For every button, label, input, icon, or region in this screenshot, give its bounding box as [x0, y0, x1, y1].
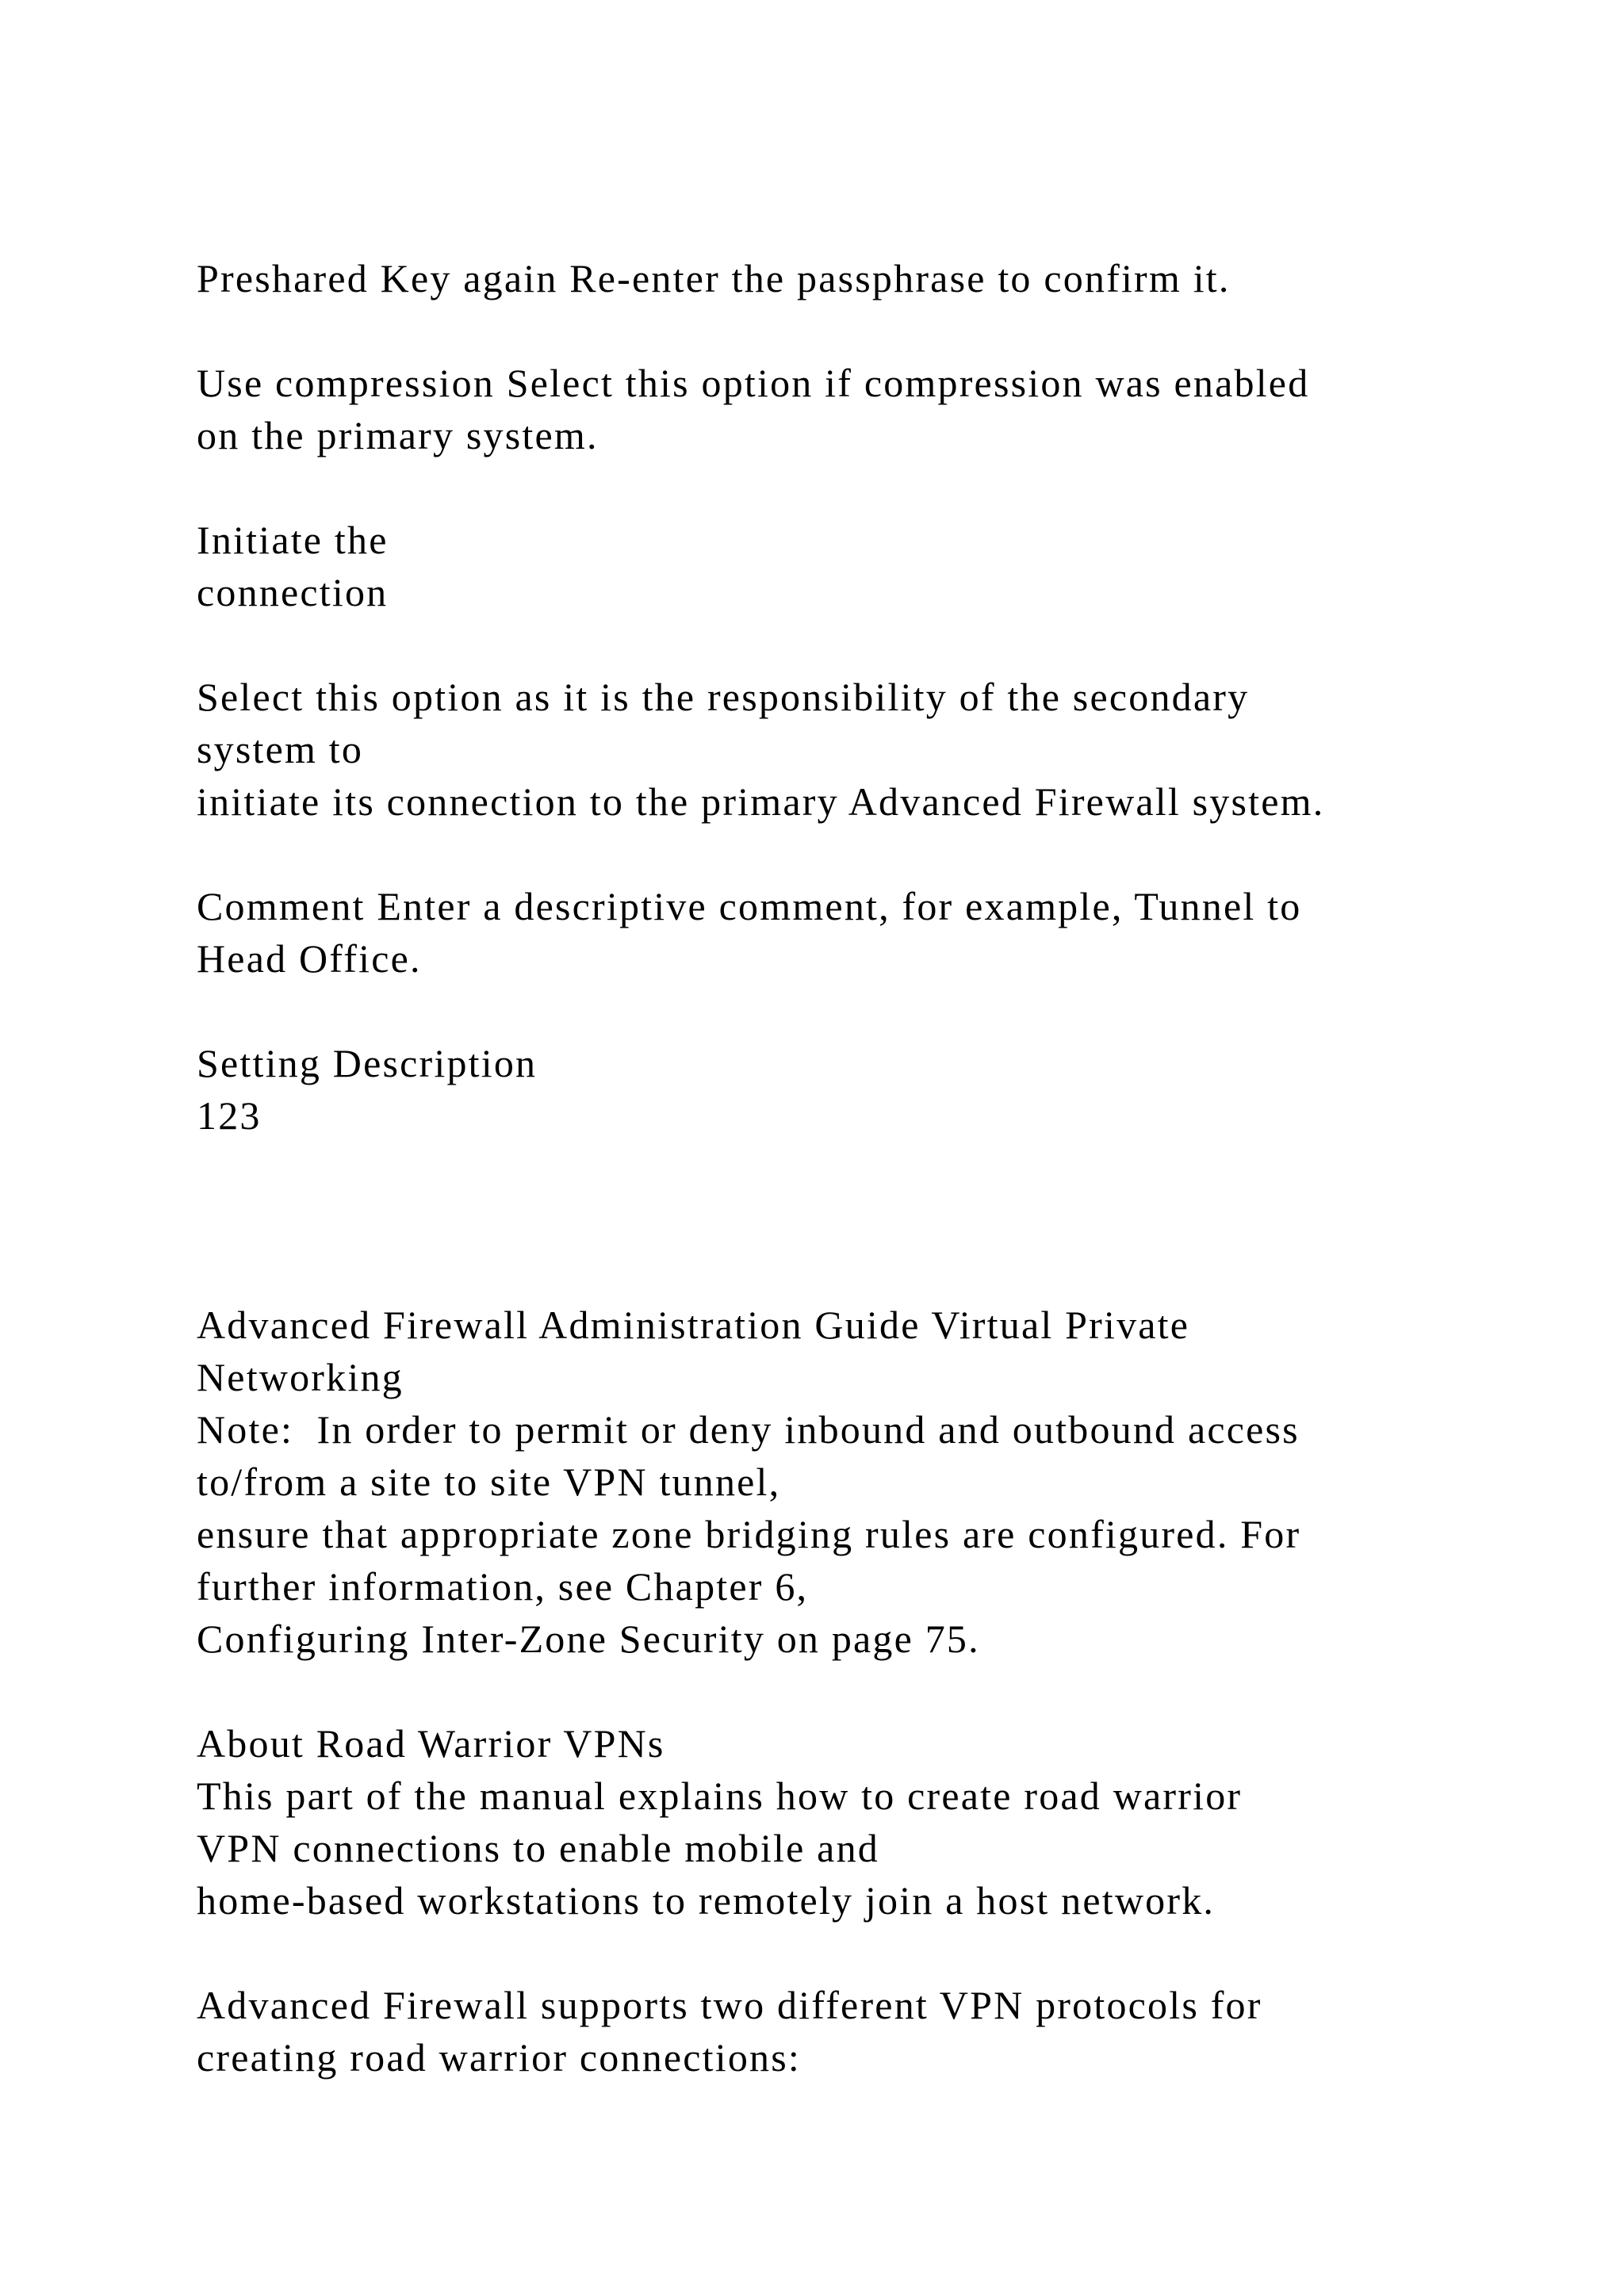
paragraph-guide-note — [197, 1299, 1561, 1665]
text-line: Select this option as it is the responsibility of the secondary — [197, 675, 1250, 719]
section-heading: About Road Warrior VPNs — [197, 1721, 665, 1766]
text-line: VPN connections to enable mobile and — [197, 1826, 879, 1870]
text-line: Configuring Inter-Zone Security on page 75. — [197, 1617, 980, 1661]
text-line: home-based workstations to remotely join a host network. — [197, 1878, 1216, 1923]
text-line: to/from a site to site VPN tunnel, — [197, 1460, 781, 1504]
paragraph-vpn-protocols — [197, 1979, 1561, 2084]
paragraph-comment — [197, 880, 1561, 985]
running-header: Networking — [197, 1355, 404, 1399]
text-line: initiate its connection to the primary Advanced Firewall system. — [197, 779, 1325, 824]
section-gap — [197, 1142, 1561, 1299]
text-line: This part of the manual explains how to create road warrior — [197, 1774, 1243, 1818]
paragraph-select-option — [197, 671, 1561, 828]
text-line: Setting Description — [197, 1041, 538, 1085]
text-line: connection — [197, 570, 389, 614]
text-line: Use compression Select this option if compression was enabled — [197, 361, 1310, 405]
paragraph-initiate-connection — [197, 514, 1561, 618]
document-body — [197, 252, 1561, 2136]
text-line: on the primary system. — [197, 413, 599, 457]
text-line: Note: In order to permit or deny inbound and outbound access — [197, 1407, 1300, 1452]
text-line: ensure that appropriate zone bridging rules are configured. For — [197, 1512, 1301, 1556]
text-line: Preshared Key again Re-enter the passphrase to confirm it. — [197, 256, 1231, 300]
text-line: creating road warrior connections: — [197, 2035, 802, 2080]
text-line: further information, see Chapter 6, — [197, 1564, 809, 1609]
text-line: Comment Enter a descriptive comment, for example, Tunnel to — [197, 884, 1302, 928]
page-number: 123 — [197, 1093, 262, 1138]
text-line: system to — [197, 727, 364, 771]
text-line: Advanced Firewall supports two different VPN protocols for — [197, 1983, 1262, 2027]
paragraph-use-compression — [197, 357, 1561, 461]
text-line: Head Office. — [197, 936, 422, 981]
paragraph-preshared-key — [197, 252, 1561, 304]
paragraph-road-warrior — [197, 1717, 1561, 1927]
paragraph-setting-description — [197, 1037, 1561, 1142]
running-header: Advanced Firewall Administration Guide Virtual Private — [197, 1303, 1190, 1347]
text-line: Initiate the — [197, 518, 389, 562]
